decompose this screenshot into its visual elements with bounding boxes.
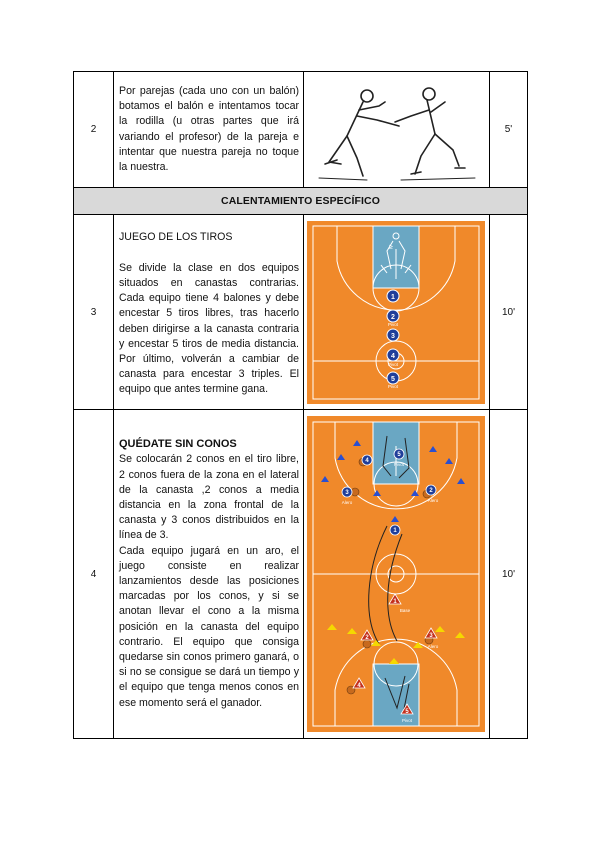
- svg-text:2: 2: [391, 313, 395, 321]
- activity-number: 2: [74, 72, 114, 188]
- description-text: Por parejas (cada uno con un balón) botamos el balón e intentamos tocar la rodilla (u otras partes que irá variando el profesor) de la pareja e intentar que nuestra pareja no toque la nuestra.: [119, 84, 299, 173]
- stick-figure-sketch: [307, 76, 485, 184]
- diagram-label: Pivot: [387, 383, 399, 389]
- activity-title: JUEGO DE LOS TIROS: [119, 231, 233, 244]
- table-row: [74, 215, 528, 410]
- activity-time: 10': [490, 410, 528, 739]
- svg-text:1: 1: [391, 293, 395, 301]
- svg-text:5: 5: [405, 709, 409, 715]
- section-header-row: [74, 188, 528, 215]
- svg-text:3: 3: [429, 633, 433, 639]
- activity-title: QUÉDATE SIN CONOS: [119, 438, 237, 451]
- diagram-label: Alero: [427, 498, 439, 503]
- description-text: Se colocarán 2 conos en el tiro libre, 2 conos fuera de la zona en el lateral de la canasta ,2 conos a media distancia en la zona frontal de la canasta y 3 conos distribuidos en la línea de 3.: [119, 453, 299, 542]
- activity-illustration: [304, 72, 490, 188]
- activity-number: 3: [74, 215, 114, 410]
- description-text: Cada equipo jugará en un aro, el juego consiste en realizar lanzamientos desde las posiciones marcadas por los conos, y si se anotan llevar el cono a la misma posición en la canasta del equipo contrario. El equipo que consiga quedarse sin conos primero ganará, o si no se consigue se dará un tiempo y el equipo que tenga menos conos en ese momento será el ganador.: [119, 544, 299, 709]
- activity-time: 10': [490, 215, 528, 410]
- table-row: [74, 72, 528, 188]
- activity-time: 5': [490, 72, 528, 188]
- svg-text:4: 4: [365, 458, 369, 464]
- diagram-label: Base: [399, 608, 411, 613]
- svg-text:2: 2: [429, 488, 433, 494]
- activity-illustration: [304, 215, 490, 410]
- lesson-plan-table: [73, 71, 528, 739]
- svg-text:4: 4: [391, 352, 395, 360]
- section-title: CALENTAMIENTO ESPECÍFICO: [74, 188, 528, 215]
- svg-text:3: 3: [345, 490, 349, 496]
- diagram-label: Alero: [427, 644, 439, 649]
- activity-description: [114, 410, 304, 739]
- activity-illustration: [304, 410, 490, 739]
- svg-text:5: 5: [397, 452, 401, 458]
- diagram-label: Pivot: [387, 361, 399, 367]
- svg-text:1: 1: [393, 528, 397, 534]
- activity-description: [114, 215, 304, 410]
- svg-text:≥: ≥: [389, 243, 393, 251]
- activity-description: [114, 72, 304, 188]
- diagram-label: Alero: [341, 500, 353, 505]
- table-row: [74, 410, 528, 739]
- diagram-label: Pivot: [393, 462, 405, 467]
- svg-text:2: 2: [365, 635, 369, 641]
- svg-text:5: 5: [391, 375, 395, 383]
- svg-text:1: 1: [393, 599, 397, 605]
- diagram-label: Pivot: [387, 321, 399, 327]
- svg-text:3: 3: [391, 332, 395, 340]
- description-text: Se divide la clase en dos equipos situados en canastas contrarias. Cada equipo tiene 4 balones y debe encestar 5 tiros libres, tras hacerlo deben dirigirse a la canasta contraria y encestar 5 tiros de media distancia. Por último, volverán a cambiar de canasta para encestar 3 triples. El equipo que antes termine gana.: [119, 261, 299, 396]
- basketball-court-diagram: [307, 221, 485, 404]
- svg-text:4: 4: [357, 683, 361, 689]
- activity-number: 4: [74, 410, 114, 739]
- diagram-label: Pivot: [401, 718, 413, 723]
- basketball-court-cones-diagram: [307, 416, 485, 732]
